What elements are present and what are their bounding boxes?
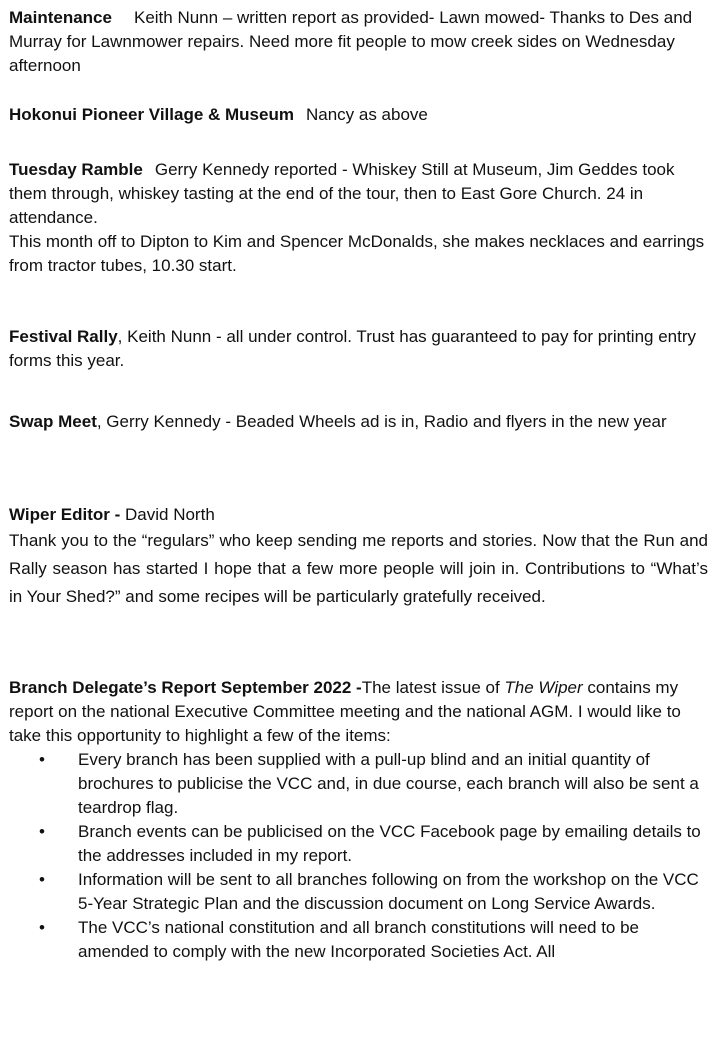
ramble-section (9, 158, 708, 278)
museum-heading: Hokonui Pioneer Village & Museum (9, 105, 294, 124)
list-item (9, 820, 708, 868)
editor-name: David North (125, 505, 215, 524)
delegate-section (9, 676, 708, 964)
ramble-text-2: This month off to Dipton to Kim and Spencer McDonalds, she makes necklaces and earrings from tractor tubes, 10.30 start. (9, 232, 705, 275)
list-item-text: Every branch has been supplied with a pull-up blind and an initial quantity of brochures to publicise the VCC and, in due course, each branch will also be sent a teardrop flag. (78, 750, 699, 817)
editor-section (9, 503, 708, 611)
swap-heading: Swap Meet (9, 412, 97, 431)
swap-text: , Gerry Kennedy - Beaded Wheels ad is in, Radio and flyers in the new year (96, 412, 667, 431)
maintenance-section (9, 6, 708, 78)
bullet-icon: • (39, 750, 45, 769)
list-item-text: Branch events can be publicised on the VCC Facebook page by emailing details to the addresses included in my report. (78, 822, 701, 865)
museum-text: Nancy as above (305, 105, 428, 124)
rally-heading: Festival Rally (9, 327, 118, 346)
delegate-heading: Branch Delegate’s Report September 2022 - (9, 678, 362, 697)
delegate-bullet-list (9, 748, 708, 964)
list-item-text: Information will be sent to all branches following on from the workshop on the VCC 5-Year Strategic Plan and the discussion document on Long Service Awards. (78, 870, 699, 913)
maintenance-text: Keith Nunn – written report as provided- Lawn mowed- Thanks to Des and Murray for Lawnmower repairs. Need more fit people to mow creek sides on Wednesday afternoon (9, 8, 693, 75)
bullet-icon: • (39, 918, 45, 937)
museum-section (9, 103, 708, 127)
maintenance-heading: Maintenance (9, 8, 112, 27)
editor-text: Thank you to the “regulars” who keep sending me reports and stories. Now that the Run and Rally season has started I hope that a few more people will join in. Contributions to “What’s in Your Shed?” and some recipes will be particularly gratefully received. (9, 531, 708, 606)
delegate-text-a: The latest issue of (361, 678, 505, 697)
ramble-heading: Tuesday Ramble (9, 160, 143, 179)
bullet-icon: • (39, 822, 45, 841)
ramble-text: Gerry Kennedy reported - Whiskey Still at Museum, Jim Geddes took them through, whiskey tasting at the end of the tour, then to East Gore Church. 24 in attendance. (9, 160, 675, 227)
publication-title: The Wiper (504, 678, 583, 697)
list-item-text: The VCC’s national constitution and all branch constitutions will need to be amended to comply with the new Incorporated Societies Act. All (78, 918, 640, 961)
list-item (9, 916, 708, 964)
rally-text: , Keith Nunn - all under control. Trust has guaranteed to pay for printing entry forms this year. (9, 327, 696, 370)
delegate-text-b: contains my report on the national Executive Committee meeting and the national AGM. I would like to take this opportunity to highlight a few of the items: (9, 678, 681, 745)
list-item (9, 868, 708, 916)
editor-heading: Wiper Editor - (9, 505, 126, 524)
bullet-icon: • (39, 870, 45, 889)
swap-section (9, 410, 708, 434)
list-item (9, 748, 708, 820)
rally-section (9, 325, 708, 373)
